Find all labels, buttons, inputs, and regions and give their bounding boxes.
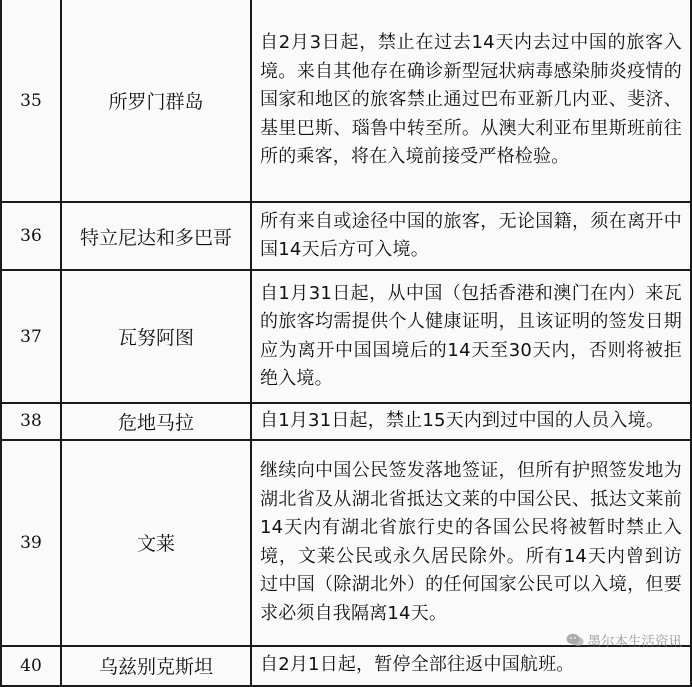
row-number: 36 (1, 202, 61, 270)
country-name: 瓦努阿图 (61, 270, 251, 403)
watermark (566, 630, 683, 650)
policy-text: 自1月31日起，禁止15天内到过中国的人员入境。 (251, 403, 691, 440)
policy-text: 自2月3日起，禁止在过去14天内去过中国的旅客入境。来自其他存在确诊新型冠状病毒感染肺炎疫情的国家和地区的旅客禁止通过巴布亚新几内亚、斐济、基里巴斯、瑙鲁中转至所。从澳大利亚布里斯班前往所的乘客，将在入境前接受严格检验。 (251, 0, 691, 202)
country-name: 乌兹别克斯坦 (61, 646, 251, 686)
watermark-text: 墨尔本生活资讯 (587, 634, 682, 650)
table-row (1, 646, 691, 686)
country-name: 文莱 (61, 440, 251, 646)
row-number: 40 (1, 646, 61, 686)
country-name: 所罗门群岛 (61, 0, 251, 202)
wechat-icon (566, 633, 584, 647)
table-row (1, 440, 691, 646)
row-number: 35 (1, 0, 61, 202)
row-number: 39 (1, 440, 61, 646)
policy-text: 自1月31日起，从中国（包括香港和澳门在内）来瓦的旅客均需提供个人健康证明，且该证明的签发日期应为离开中国国境后的14天至30天内，否则将被拒绝入境。 (251, 270, 691, 403)
country-name: 危地马拉 (61, 403, 251, 440)
table-row (1, 270, 691, 403)
table-row (1, 0, 691, 202)
row-number: 38 (1, 403, 61, 440)
row-number: 37 (1, 270, 61, 403)
policy-text: 自2月1日起，暂停全部往返中国航班。 (251, 646, 691, 686)
policy-text: 继续向中国公民签发落地签证，但所有护照签发地为湖北省及从湖北省抵达文莱的中国公民、抵达文莱前14天内有湖北省旅行史的各国公民将被暂时禁止入境，文莱公民或永久居民除外。所有14天内曾到访过中国（除湖北外）的任何国家公民可以入境，但要求必须自我隔离14天。 (251, 440, 691, 646)
country-name: 特立尼达和多巴哥 (61, 202, 251, 270)
policy-text: 所有来自或途径中国的旅客，无论国籍，须在离开中国14天后方可入境。 (251, 202, 691, 270)
table-row (1, 403, 691, 440)
table-row (1, 202, 691, 270)
